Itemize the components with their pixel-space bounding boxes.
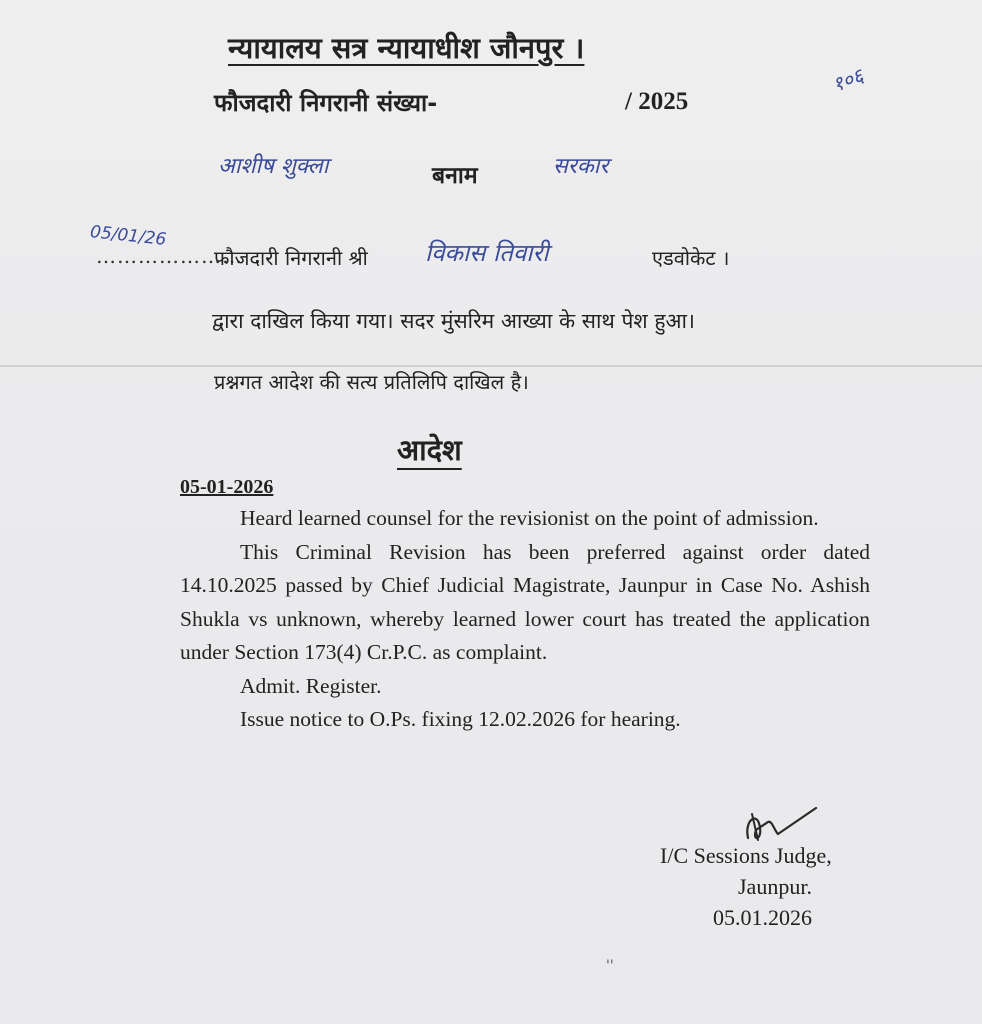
order-paragraph-4: Issue notice to O.Ps. fixing 12.02.2026 for hearing. [240, 707, 681, 731]
filing-line-3: प्रश्नगत आदेश की सत्य प्रतिलिपि दाखिल है। [214, 370, 529, 394]
case-number-label: फौजदारी निगरानी संख्या- [214, 89, 438, 117]
court-title: न्यायालय सत्र न्यायाधीश जौनपुर । [228, 31, 585, 65]
filing-line-prefix: फौजदारी निगरानी श्री [214, 246, 368, 270]
order-heading: आदेश [397, 433, 462, 467]
respondent-name-handwritten: सरकार [553, 154, 609, 179]
case-year: / 2025 [625, 88, 689, 115]
advocate-label: एडवोकेट । [652, 246, 730, 270]
order-paragraph-2: This Criminal Revision has been preferred against order dated 14.10.2025 passed by Chief Judicial Magistrate, Jaunpur in Case No. Ashish Shukla vs unknown, whereby learned lower court has treated the application under Section 173(4) Cr.P.C. as complaint. [180, 539, 870, 664]
petitioner-name-handwritten: आशीष शुक्ला [218, 154, 329, 179]
footer-mark: ꞌꞌ [606, 958, 614, 974]
margin-handwritten-note: १०६ [829, 63, 867, 97]
signature-place: Jaunpur. [738, 874, 812, 899]
versus-label: बनाम [432, 163, 478, 189]
signature-designation: I/C Sessions Judge, [660, 843, 832, 868]
paper-fold-line [0, 365, 982, 367]
advocate-name-handwritten: विकास तिवारी [425, 239, 549, 267]
signature-date: 05.01.2026 [713, 905, 812, 930]
order-date: 05-01-2026 [180, 476, 274, 498]
dotted-leader: ………………… [96, 244, 243, 268]
order-body [180, 502, 870, 737]
order-paragraph-1: Heard learned counsel for the revisionist on the point of admission. [240, 506, 819, 530]
filing-line-2: द्वारा दाखिल किया गया। सदर मुंसरिम आख्या के साथ पेश हुआ। [212, 309, 695, 333]
signature-block [660, 840, 890, 933]
filing-date-handwritten: 05/01/26 [89, 222, 168, 250]
order-paragraph-3: Admit. Register. [240, 673, 382, 698]
